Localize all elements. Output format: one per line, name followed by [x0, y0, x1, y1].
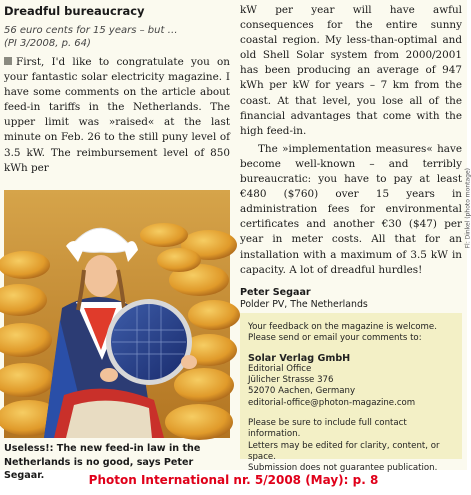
- feedback-intro: [248, 322, 454, 345]
- article-subheading: [4, 24, 230, 50]
- publisher-name: Solar Verlag GmbH: [248, 352, 351, 364]
- left-column: [4, 4, 230, 176]
- caption-text: Useless!: The new feed-in law in the Netherlands is no good, says Peter Segaar.: [4, 443, 201, 481]
- article-paragraph-2: The »implementation measures« have become well-known – and terribly bureaucratic: you have to pay at least €480 ($760) over 15 years in administration fees for environmental certificates and another €30 ($47) per year in meter costs. All that for an installation with a maximum of 3.5 kW in capacity. A lot of dreadful hurdles!: [240, 142, 462, 276]
- publisher-address: [248, 353, 454, 409]
- author-location: Polder PV, The Netherlands: [240, 298, 368, 310]
- subheading-line-2: (PI 3/2008, p. 64): [4, 38, 91, 49]
- publisher-office: Editorial Office: [248, 363, 312, 374]
- woman-with-solar-panel-photo: [4, 190, 230, 438]
- article-photo: [4, 190, 230, 438]
- submission-notes: [248, 418, 454, 474]
- subheading-line-1: 56 euro cents for 15 years – but …: [4, 25, 178, 36]
- note-line-3: Submission does not guarantee publication.: [248, 463, 438, 474]
- letter-signature: [240, 287, 462, 310]
- feedback-intro-line-1: Your feedback on the magazine is welcome.: [248, 322, 437, 332]
- paragraph-1-text: First, I'd like to congratulate you on your fantastic solar electricity magazine. I have some comments on the article about feed-in tariffs in the Netherlands. The upper limit was »raised« at the last minute on Feb. 26 to the still puny level of 3.5 kW. The reimbursement level of 850 kWh per: [4, 56, 230, 174]
- paragraph-marker-icon: [4, 57, 12, 65]
- article-paragraph-1-continued: kW per year will have awful consequences for the entire sunny coastal region. My less-than-optimal and old Shell Solar system from 2000/2001 has been producing an average of 947 kWh per kW for years – 7 km from the coast. At that level, you lose all of the financial advantages that come with the high feed-in.: [240, 4, 462, 137]
- note-line-1: Please be sure to include full contact information.: [248, 418, 407, 440]
- note-line-2: Letters may be edited for clarity, content, or space.: [248, 440, 440, 462]
- feedback-box: [240, 313, 462, 474]
- author-name: Peter Segaar: [240, 286, 311, 298]
- article-headline: Dreadful bureaucracy: [4, 4, 145, 18]
- publisher-street: Jülicher Strasse 376: [248, 375, 334, 386]
- publisher-email[interactable]: editorial-office@photon-magazine.com: [248, 397, 416, 408]
- source-citation: Photon International nr. 5/2008 (May): p. 8: [88, 473, 379, 487]
- article-paragraph-1: [4, 55, 230, 176]
- publisher-city: 52070 Aachen, Germany: [248, 386, 356, 397]
- right-column: [240, 3, 462, 310]
- feedback-intro-line-2: Please send or email your comments to:: [248, 333, 422, 344]
- photo-credit: Fl: Dinkel (photo montage): [464, 168, 471, 249]
